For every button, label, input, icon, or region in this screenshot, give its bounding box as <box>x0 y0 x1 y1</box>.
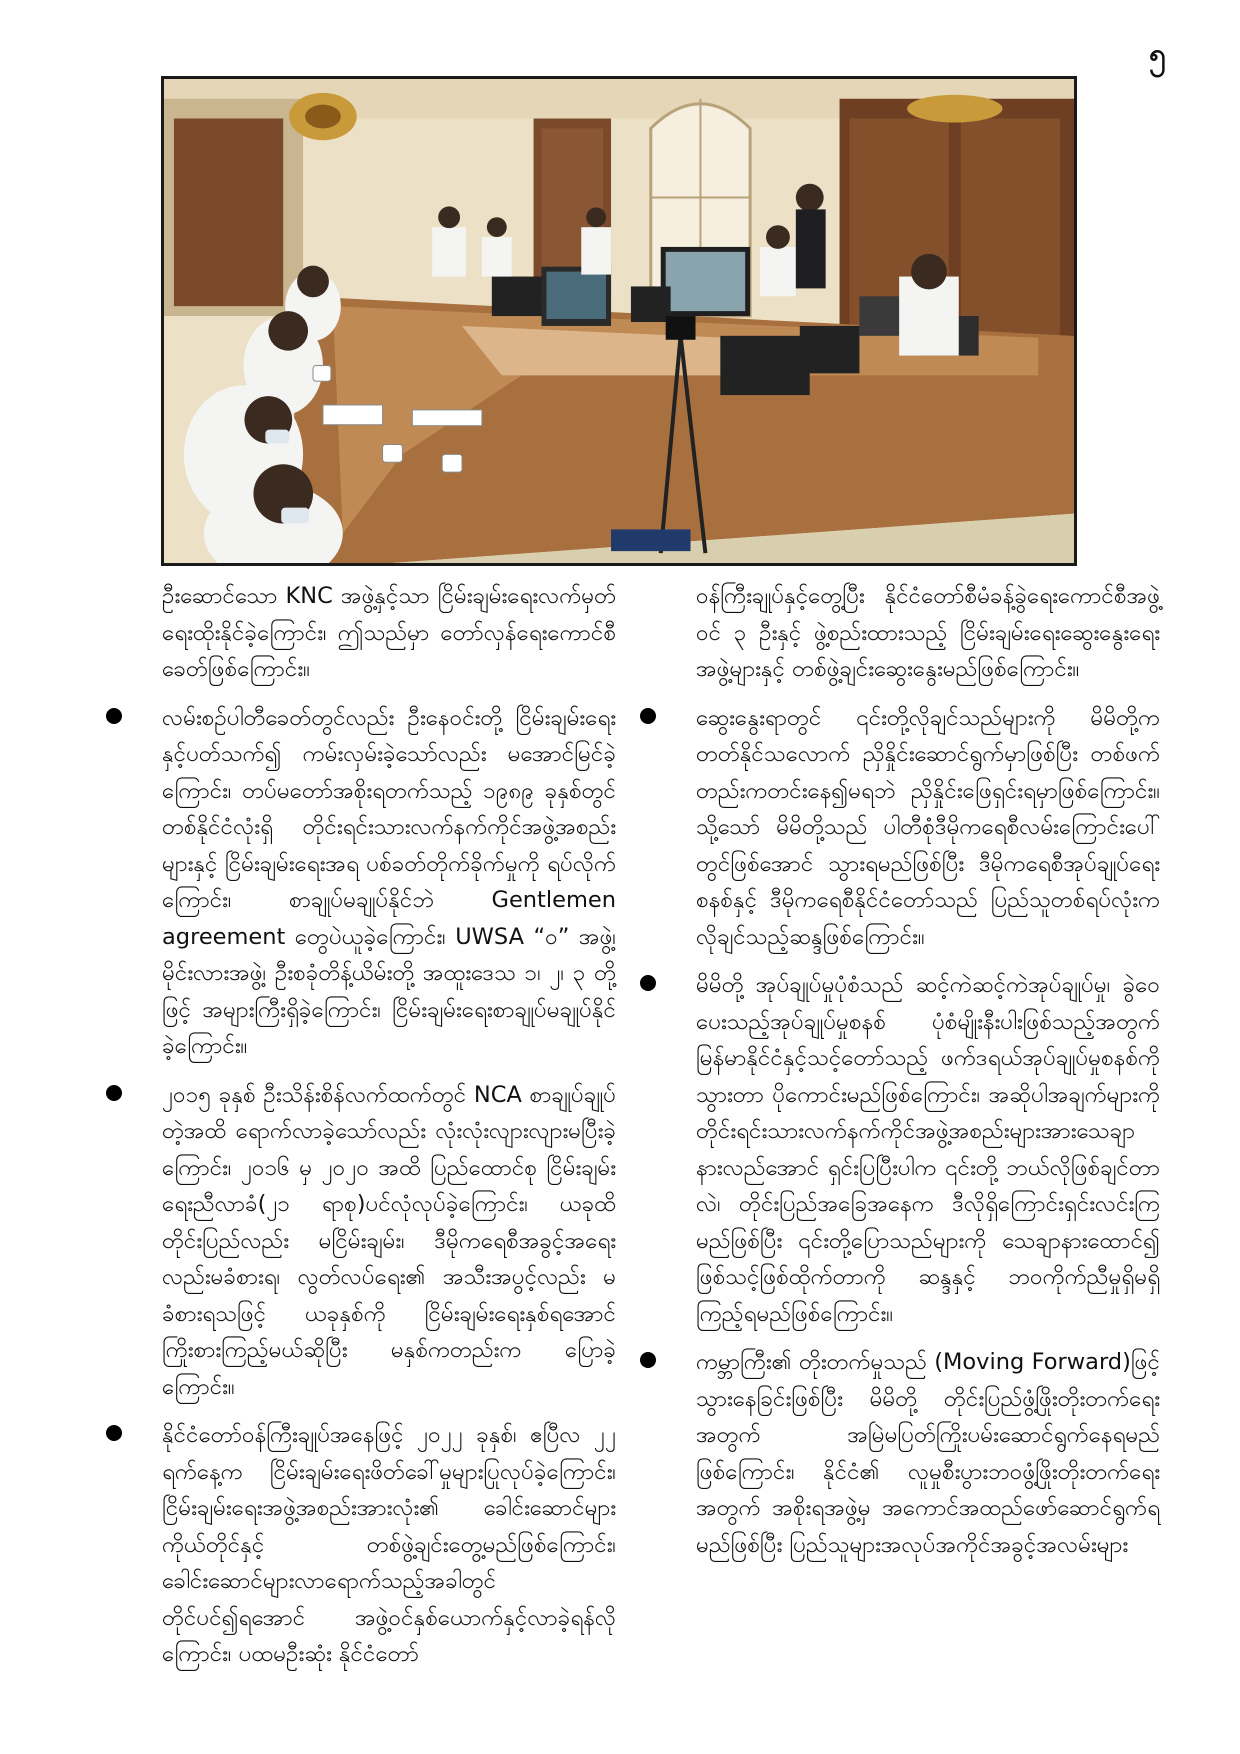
bullet-dot-icon <box>640 975 656 991</box>
right-bullet-1 <box>640 700 1160 956</box>
right-intro-paragraph: ဝန်ကြီးချုပ်နှင့်တွေ့ပြီး နိုင်ငံတော်စီမံခန့်ခွဲရေးကောင်စီအဖွဲ့ဝင် ၃ ဦးနှင့် ဖွဲ့စည်းထားသည့် ငြိမ်းချမ်းရေးဆွေးနွေးရေးအဖွဲ့များနှင့် တစ်ဖွဲ့ချင်းဆွေးနွေးမည်ဖြစ်ကြောင်း။ <box>696 583 1160 682</box>
right-column <box>640 578 1160 1575</box>
right-bullet-3 <box>640 1344 1160 1563</box>
right-bullet-2-text: မိမိတို့ အုပ်ချုပ်မှုပုံစံသည် ဆင့်ကဲဆင့်ကဲအုပ်ချုပ်မှု၊ ခွဲဝေပေးသည့်အုပ်ချုပ်မှုစနစ် ပုံစံမျိုးနီးပါးဖြစ်သည့်အတွက် မြန်မာနိုင်ငံနှင့်သင့်တော်သည့် ဖက်ဒရယ်အုပ်ချုပ်မှုစနစ်ကိုသွားတာ ပိုကောင်းမည်ဖြစ်ကြောင်း၊ အဆိုပါအချက်များကို တိုင်းရင်းသားလက်နက်ကိုင်အဖွဲ့အစည်းများအားသေချာနားလည်အောင် ရှင်းပြပြီးပါက ၎င်းတို့ ဘယ်လိုဖြစ်ချင်တာလဲ၊ တိုင်းပြည်အခြေအနေက ဒီလိုရှိကြောင်းရှင်းလင်းကြမည်ဖြစ်ပြီး ၎င်းတို့ပြောသည်များကို သေချာနားထောင်၍ ဖြစ်သင့်ဖြစ်ထိုက်တာကို ဆန္ဒနှင့် ဘဝကိုက်ညီမှုရှိမရှိ ကြည့်ရမည်ဖြစ်ကြောင်း။ <box>696 972 1160 1327</box>
right-bullet-2 <box>640 967 1160 1332</box>
page-number: ၅ <box>1149 37 1166 72</box>
left-bullet-3-text: နိုင်ငံတော်ဝန်ကြီးချုပ်အနေဖြင့် ၂၀၂၂ ခုနှစ်၊ ဧပြီလ ၂၂ ရက်နေ့က ငြိမ်းချမ်းရေးဖိတ်ခေါ်မှုများပြုလုပ်ခဲ့ကြောင်း၊ ငြိမ်းချမ်းရေးအဖွဲ့အစည်းအားလုံး၏ ခေါင်းဆောင်များကိုယ်တိုင်နှင့် တစ်ဖွဲ့ချင်းတွေ့မည်ဖြစ်ကြောင်း၊ ခေါင်းဆောင်များလာရောက်သည့်အခါတွင် တိုင်ပင်၍ရအောင် အဖွဲ့ဝင်နှစ်ယောက်နှင့်လာခဲ့ရန်လိုကြောင်း၊ ပထမဦးဆုံး နိုင်ငံတော် <box>162 1422 616 1667</box>
bullet-dot-icon <box>106 708 122 724</box>
left-bullet-1 <box>106 700 616 1065</box>
left-column <box>106 578 616 1685</box>
left-bullet-1-text: လမ်းစဉ်ပါတီခေတ်တွင်လည်း ဦးနေဝင်းတို့ ငြိမ်းချမ်းရေးနှင့်ပတ်သက်၍ ကမ်းလှမ်းခဲ့သော်လည်း မအောင်မြင်ခဲ့ကြောင်း၊ တပ်မတော်အစိုးရတက်သည့် ၁၉၈၉ ခုနှစ်တွင် တစ်နိုင်ငံလုံးရှိ တိုင်းရင်းသားလက်နက်ကိုင်အဖွဲ့အစည်းများနှင့် ငြိမ်းချမ်းရေးအရ ပစ်ခတ်တိုက်ခိုက်မှုကို ရပ်လိုက်ကြောင်း၊ စာချုပ်မချုပ်နိုင်ဘဲ Gentlemen agreement တွေပဲယူခဲ့ကြောင်း၊ UWSA “ဝ” အဖွဲ့၊ မိုင်းလားအဖွဲ့၊ ဦးစခုံတိန့်ယိမ်းတို့ အထူးဒေသ ၁၊ ၂၊ ၃ တို့ဖြင့် အများကြီးရှိခဲ့ကြောင်း၊ ငြိမ်းချမ်းရေးစာချုပ်မချုပ်နိုင်ခဲ့ကြောင်း။ <box>162 704 616 1059</box>
left-intro-paragraph: ဦးဆောင်သော KNC အဖွဲ့နှင့်သာ ငြိမ်းချမ်းရေးလက်မှတ်ရေးထိုးနိုင်ခဲ့ကြောင်း၊ ဤသည်မှာ တော်လှန်ရေးကောင်စီခေတ်ဖြစ်ကြောင်း။ <box>162 583 616 682</box>
bullet-dot-icon <box>106 1425 122 1441</box>
right-bullet-3-text: ကမ္ဘာကြီး၏ တိုးတက်မှုသည် (Moving Forward)ဖြင့်သွားနေခြင်းဖြစ်ပြီး မိမိတို့ တိုင်းပြည်ဖွံ့ဖြိုးတိုးတက်ရေးအတွက် အမြဲမပြတ်ကြိုးပမ်းဆောင်ရွက်နေရမည်ဖြစ်ကြောင်း၊ နိုင်ငံ၏ လူမှုစီးပွားဘဝဖွံ့ဖြိုးတိုးတက်ရေးအတွက် အစိုးရအဖွဲ့မှ အကောင်အထည်ဖော်ဆောင်ရွက်ရမည်ဖြစ်ပြီး ပြည်သူများအလုပ်အကိုင်အခွင့်အလမ်းများ <box>696 1349 1160 1558</box>
meeting-photo-icon <box>164 79 1074 563</box>
meeting-photo <box>161 76 1077 566</box>
right-bullet-1-text: ဆွေးနွေးရာတွင် ၎င်းတို့လိုချင်သည်များကို မိမိတို့က တတ်နိုင်သလောက် ညှိနှိုင်းဆောင်ရွက်မှာဖြစ်ပြီး တစ်ဖက်တည်းကတင်းနေ၍မရဘဲ ညှိနှိုင်းဖြေရှင်းရမှာဖြစ်ကြောင်း။ သို့သော် မိမိတို့သည် ပါတီစုံဒီမိုကရေစီလမ်းကြောင်းပေါ်တွင်ဖြစ်အောင် သွားရမည်ဖြစ်ပြီး ဒီမိုကရေစီအုပ်ချုပ်ရေးစနစ်နှင့် ဒီမိုကရေစီနိုင်ငံတော်သည် ပြည်သူတစ်ရပ်လုံးက လိုချင်သည့်ဆန္ဒဖြစ်ကြောင်း။ <box>696 704 1160 950</box>
left-bullet-2 <box>106 1077 616 1406</box>
left-bullet-3 <box>106 1417 616 1673</box>
left-bullet-2-text: ၂၀၁၅ ခုနှစ် ဦးသိန်းစိန်လက်ထက်တွင် NCA စာချုပ်ချုပ်တဲ့အထိ ရောက်လာခဲ့သော်လည်း လုံးလုံးလျားလျားမပြီးခဲ့ကြောင်း၊ ၂၀၁၆ မှ ၂၀၂၀ အထိ ပြည်ထောင်စု ငြိမ်းချမ်းရေးညီလာခံ(၂၁ ရာစု)ပင်လုံလုပ်ခဲ့ကြောင်း၊ ယခုထိတိုင်းပြည်လည်း မငြိမ်းချမ်း၊ ဒီမိုကရေစီအခွင့်အရေးလည်းမခံစားရ၊ လွတ်လပ်ရေး၏ အသီးအပွင့်လည်း မခံစားရသဖြင့် ယခုနှစ်ကို ငြိမ်းချမ်းရေးနှစ်ရအောင် ကြိုးစားကြည့်မယ်ဆိုပြီး မနှစ်ကတည်းက ပြောခဲ့ကြောင်း။ <box>162 1081 616 1400</box>
bullet-dot-icon <box>640 708 656 724</box>
bullet-dot-icon <box>640 1352 656 1368</box>
bullet-dot-icon <box>106 1085 122 1101</box>
